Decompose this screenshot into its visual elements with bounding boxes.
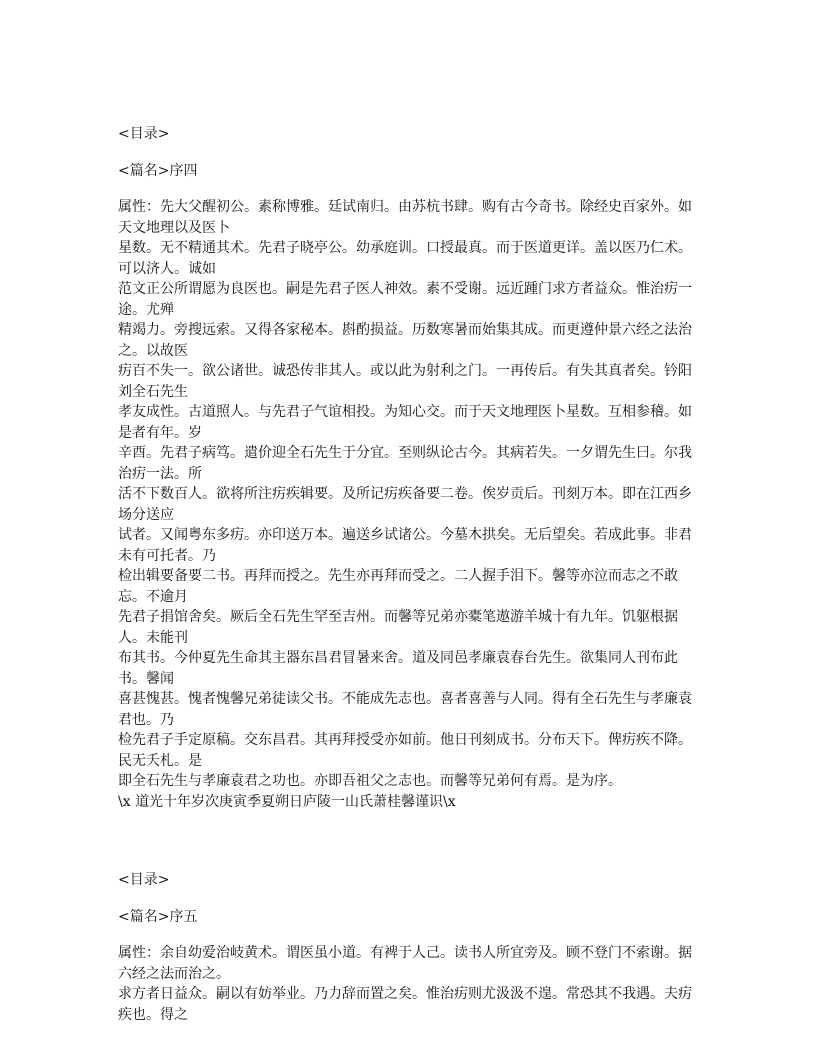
section-body <box>118 197 698 812</box>
section-body <box>118 943 698 1025</box>
body-line: 精竭力。旁搜远索。又得各家秘本。斟酌损益。历数寒暑而始集其成。而更遵仲景六经之法治之。以故医 <box>118 322 692 359</box>
body-line: 辛酉。先君子病笃。遣价迎全石先生于分宜。至则纵论古今。其病若失。一夕谓先生曰。尔我治疠一法。所 <box>118 445 692 482</box>
body-line: 试者。又闻粤东多疠。亦印送万本。遍送乡试诸公。今墓木拱矣。无后望矣。若成此事。非君未有可托者。乃 <box>118 527 692 564</box>
body-line: 属性：先大父醒初公。素称博雅。廷试南归。由苏杭书肆。购有古今奇书。除经史百家外。如天文地理以及医卜 <box>118 199 692 236</box>
body-line: 即全石先生与孝廉袁君之功也。亦即吾祖父之志也。而馨等兄弟何有焉。是为序。 <box>118 773 622 789</box>
body-line: 疠百不失一。欲公诸世。诚恐传非其人。或以此为射利之门。一再传后。有失其真者矣。钤阳刘全石先生 <box>118 363 692 400</box>
body-line: 活不下数百人。欲将所注疠疾辑要。及所记疠疾备要二卷。俟岁贡后。刊刻万本。即在江西乡场分送应 <box>118 486 692 523</box>
body-line: 布其书。今仲夏先生命其主器东昌君冒暑来舍。道及同邑孝廉袁春台先生。欲集同人刊布此书。馨闻 <box>118 650 678 687</box>
toc-label: <目录> <box>118 872 170 888</box>
section-title: <篇名>序五 <box>118 908 198 925</box>
body-line: 孝友成性。古道照人。与先君子气谊相投。为知心交。而于天文地理医卜星数。互相参稽。如是者有年。岁 <box>118 404 692 441</box>
body-line: 检出辑要备要二书。再拜而授之。先生亦再拜而受之。二人握手泪下。馨等亦泣而志之不敢忘。不逾月 <box>118 568 678 605</box>
section-preface-four <box>118 124 698 812</box>
toc-label: <目录> <box>118 126 170 142</box>
body-line: 范文正公所谓愿为良医也。嗣是先君子医人神效。素不受谢。远近踵门求方者益众。惟治疠一途。尤殚 <box>118 281 692 318</box>
body-line: 求方者日益众。嗣以有妨举业。乃力辞而置之矣。惟治疠则尤汲汲不遑。常恐其不我遇。夫疠疾也。得之 <box>118 986 692 1023</box>
section-title: <篇名>序四 <box>118 162 198 179</box>
document-page <box>118 124 698 1025</box>
body-line: 星数。无不精通其术。先君子晓亭公。幼承庭训。口授最真。而于医道更详。盖以医乃仁术。可以济人。诚如 <box>118 240 692 277</box>
body-line: 检先君子手定原稿。交东昌君。其再拜授受亦如前。他日刊刻成书。分布天下。俾疠疾不降。民无夭札。是 <box>118 732 692 769</box>
signature-line: \x 道光十年岁次庚寅季夏朔日庐陵一山氏萧桂馨谨识\x <box>118 793 456 810</box>
body-line: 先君子捐馆舍矣。厥后全石先生罕至吉州。而馨等兄弟亦橐笔遨游羊城十有九年。饥躯根据人。未能刊 <box>118 609 678 646</box>
section-preface-five <box>118 870 698 1025</box>
body-line: 喜甚愧甚。愧者愧馨兄弟徒读父书。不能成先志也。喜者喜善与人同。得有全石先生与孝廉袁君也。乃 <box>118 691 692 728</box>
body-line: 属性：余自幼爱治岐黄术。谓医虽小道。有裨于人己。读书人所宜旁及。顾不登门不索谢。据六经之法而治之。 <box>118 945 692 982</box>
